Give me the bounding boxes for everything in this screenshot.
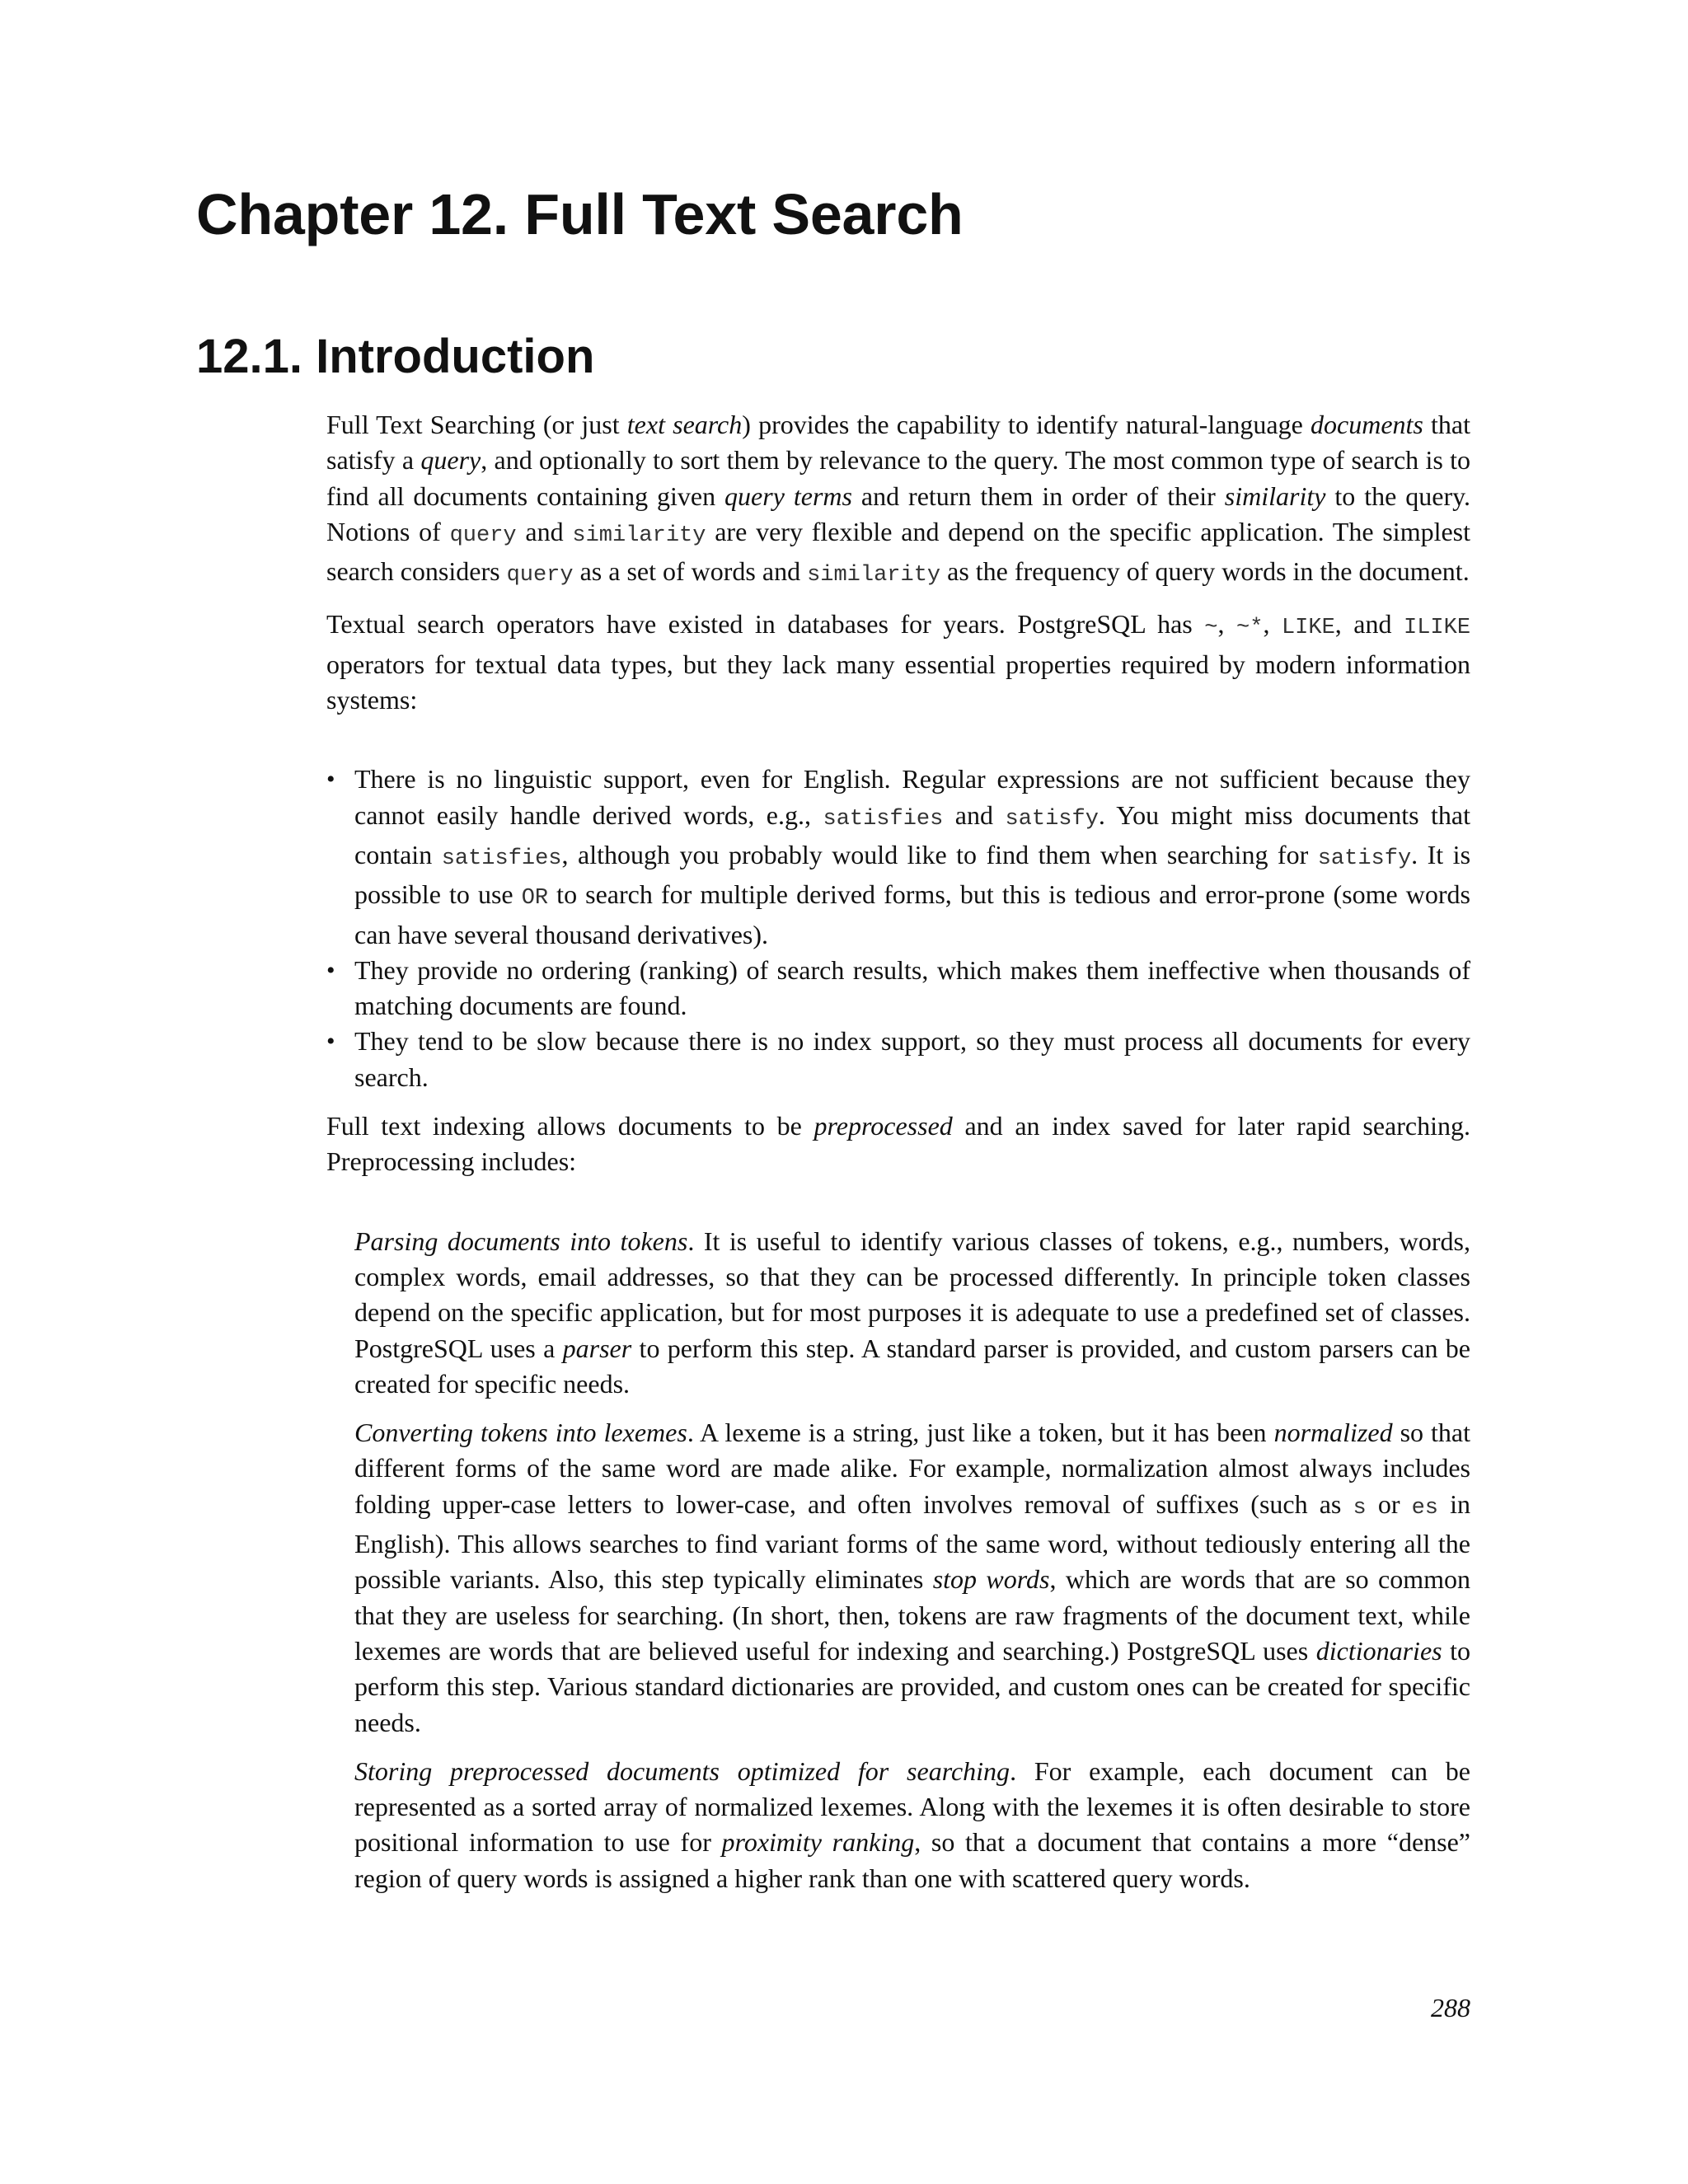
term-query-terms: query terms [724, 480, 852, 511]
definition-lexemes: Converting tokens into lexemes. A lexeme is a string, just like a token, but it has been normalized so that different forms of the same word are made alike. For example, normalization almost always includes folding upper-case letters to lower-case, and often involves removal of suffixes (such as s or es in English). This allows searches to find variant forms of the same word, without tediously entering all the possible variants. Also, this step typically eliminates stop words, which are words that are so common that they are useless for searching. (In short, then, tokens are raw fragments of the document text, while lexemes are words that are believed useful for indexing and searching.) PostgreSQL uses dictionaries to perform this step. Various standard dictionaries are provided, and custom ones can be created for specific needs. [354, 1418, 1471, 1737]
definition-term: Converting tokens into lexemes [354, 1418, 687, 1448]
list-item: • There is no linguistic support, even for English. Regular expressions are not sufficient because they cannot easily handle derived words, e.g., satisfies and satisfy. You might miss documents that contain satisfies, although you probably would like to find them when searching for satisfy. It is possible to use OR to search for multiple derived forms, but this is tedious and error-prone (some words can have several thousand derivatives). [326, 762, 1470, 952]
definition-storing: Storing preprocessed documents optimized for searching. For example, each document can be represented as a sorted array of normalized lexemes. Along with the lexemes it is often desirable to store positional information to use for proximity ranking, so that a document that contains a more “dense” region of query words is assigned a higher rank than one with scattered query words. [354, 1755, 1471, 1893]
limitations-list [326, 762, 1470, 1095]
code-similarity: similarity [572, 523, 706, 548]
term-parser: parser [562, 1333, 632, 1363]
section-body [326, 407, 1470, 1910]
code-satisfy: satisfy [1317, 846, 1412, 871]
term-normalized: normalized [1273, 1418, 1393, 1448]
definition-term: Storing preprocessed documents optimized for searching [354, 1755, 1010, 1786]
term-proximity-ranking: proximity ranking [721, 1827, 915, 1858]
bullet-icon: • [326, 1028, 335, 1056]
term-text-search: text search [626, 410, 743, 439]
code-satisfies: satisfies [441, 846, 562, 871]
code-similarity: similarity [807, 563, 941, 588]
code-s: s [1353, 1495, 1367, 1521]
term-similarity: similarity [1224, 480, 1326, 511]
code-like: LIKE [1281, 616, 1335, 641]
code-tilde-star: ~* [1236, 616, 1264, 641]
term-documents: documents [1311, 410, 1423, 439]
chapter-title: Chapter 12. Full Text Search [196, 182, 964, 246]
preprocessing-steps [354, 1224, 1470, 1896]
term-preprocessed: preprocessed [814, 1111, 953, 1141]
operators-paragraph: Textual search operators have existed in databases for years. PostgreSQL has ~, ~*, LIKE, and ILIKE operators for textual data types, but they lack many essential properties required by modern information systems: [326, 609, 1471, 715]
section-title: 12.1. Introduction [196, 330, 595, 383]
code-es: es [1411, 1495, 1438, 1521]
code-query: query [506, 563, 574, 588]
term-stop-words: stop words [932, 1564, 1050, 1595]
code-ilike: ILIKE [1404, 616, 1471, 641]
list-item: • They provide no ordering (ranking) of search results, which makes them ineffective when thousands of matching documents are found. [326, 953, 1470, 1024]
term-query: query [420, 445, 481, 476]
code-satisfy: satisfy [1005, 806, 1099, 832]
bullet-icon: • [326, 956, 335, 984]
code-satisfies: satisfies [823, 806, 944, 832]
indexing-paragraph: Full text indexing allows documents to be preprocessed and an index saved for later rapid searching. Preprocessing includes: [326, 1111, 1471, 1177]
code-or: OR [521, 886, 549, 912]
definition-parsing: Parsing documents into tokens. It is useful to identify various classes of tokens, e.g., numbers, words, complex words, email addresses, so that they can be processed differently. In principle token classes depend on the specific application, but for most purposes it is adequate to use a predefined set of classes. PostgreSQL uses a parser to perform this step. A standard parser is provided, and custom parsers can be created for specific needs. [354, 1226, 1471, 1399]
list-item: • They tend to be slow because there is no index support, so they must process all documents for every search. [326, 1024, 1470, 1095]
term-dictionaries: dictionaries [1315, 1635, 1442, 1666]
code-tilde: ~ [1204, 616, 1218, 641]
definition-term: Parsing documents into tokens [354, 1226, 688, 1256]
intro-paragraph: Full Text Searching (or just text search) provides the capability to identify natural-language documents that satisfy a query, and optionally to sort them by relevance to the query. The most common type of search is to find all documents containing given query terms and return them in order of their similarity to the query. Notions of query and similarity are very flexible and depend on the specific application. The simplest search considers query as a set of words and similarity as the frequency of query words in the document. [326, 410, 1471, 588]
page-number: 288 [1431, 1993, 1470, 2022]
code-query: query [449, 523, 517, 548]
bullet-icon: • [326, 766, 335, 794]
